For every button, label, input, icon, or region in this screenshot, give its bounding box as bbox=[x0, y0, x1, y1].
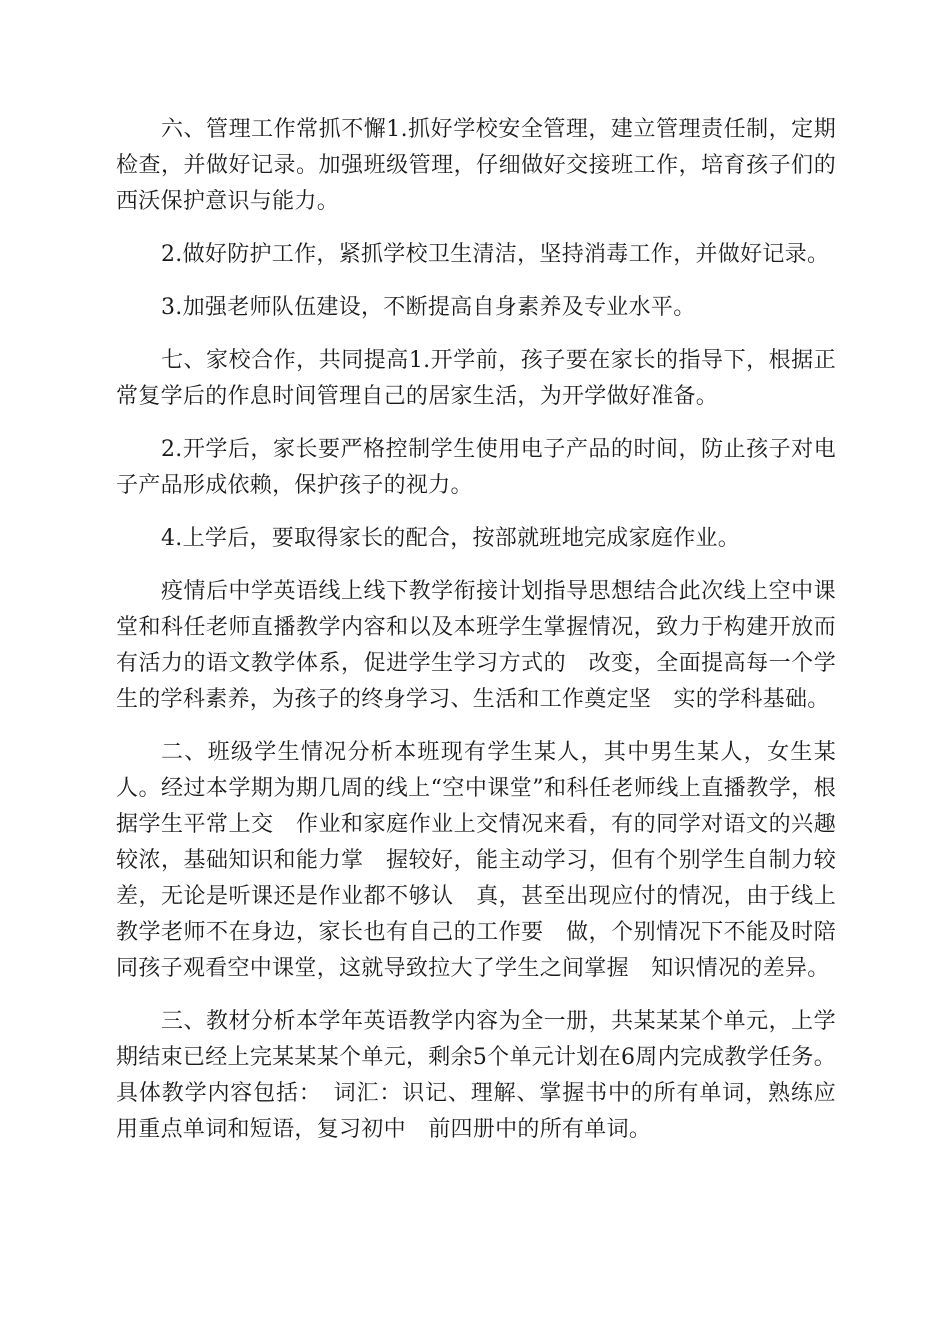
paragraph-management: 六、管理工作常抓不懈1.抓好学校安全管理，建立管理责任制，定期检查，并做好记录。加强班级管理，仔细做好交接班工作，培育孩子们的西沃保护意识与能力。 bbox=[116, 117, 836, 214]
paragraph-teacher-team: 3.加强老师队伍建设，不断提高自身素养及专业水平。 bbox=[161, 295, 696, 320]
paragraph-textbook-analysis: 三、教材分析本学年英语教学内容为全一册，共某某某个单元，上学期结束已经上完某某某个单元，剩余5个单元计划在6周内完成教学任务。具体教学内容包括： 词汇：识记、理解、掌握书中的所有单词，熟练应用重点单词和短语，复习初中 前四册中的所有单词。 bbox=[116, 1009, 836, 1142]
paragraph-protection: 2.做好防护工作，紧抓学校卫生清洁，坚持消毒工作，并做好记录。 bbox=[161, 242, 830, 267]
paragraph-home-school: 七、家校合作，共同提高1.开学前，孩子要在家长的指导下，根据正常复学后的作息时间管理自己的居家生活，为开学做好准备。 bbox=[116, 348, 836, 409]
paragraph-class-analysis: 二、班级学生情况分析本班现有学生某人，其中男生某人，女生某人。经过本学期为期几周的线上“空中课堂”和科任老师线上直播教学，根据学生平常上交 作业和家庭作业上交情况来看，有的同学对语文的兴趣较浓，基础知识和能力掌 握较好，能主动学习，但有个别学生自制力较差，无论是听课还是作业都不够认 真，甚至出现应付的情况，由于线上教学老师不在身边，家长也有自己的工作要 做，个别情况下不能及时陪同孩子观看空中课堂，这就导致拉大了学生之间掌握 知识情况的差异。 bbox=[116, 740, 836, 981]
paragraph-guiding-idea: 疫情后中学英语线上线下教学衔接计划指导思想结合此次线上空中课堂和科任老师直播教学内容和以及本班学生掌握情况，致力于构建开放而有活力的语文教学体系，促进学生学习方式的 改变，全面提高每一个学生的学科素养，为孩子的终身学习、生活和工作奠定坚 实的学科基础。 bbox=[116, 579, 836, 712]
paragraph-homework: 4.上学后，要取得家长的配合，按部就班地完成家庭作业。 bbox=[161, 526, 741, 551]
document-body bbox=[116, 112, 836, 1165]
paragraph-electronics: 2.开学后，家长要严格控制学生使用电子产品的时间，防止孩子对电子产品形成依赖，保护孩子的视力。 bbox=[116, 437, 836, 498]
